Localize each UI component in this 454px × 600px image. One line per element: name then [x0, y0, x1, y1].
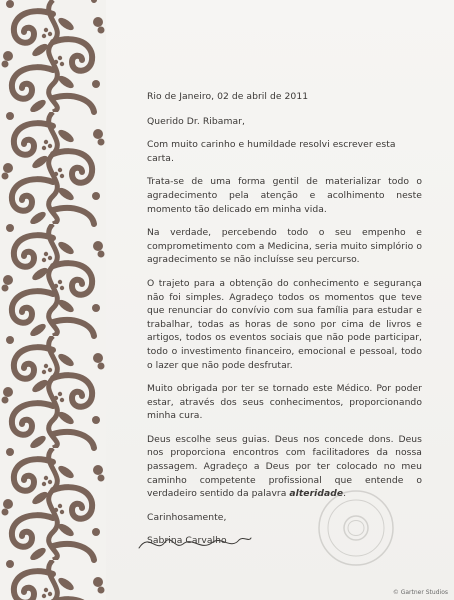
- embossed-seal-icon: [316, 488, 396, 568]
- damask-ornament-icon: [0, 0, 106, 600]
- signature: [147, 534, 227, 548]
- paragraph-5: Muito obrigada por ter se tornado este Médico. Por poder estar, através dos seus conhecimentos, proporcionando minha cura.: [147, 383, 422, 422]
- paragraph-2: Trata-se de uma forma gentil de materializar todo o agradecimento pela atenção e acolhimento neste momento tão delicado em minha vida.: [147, 176, 422, 215]
- paragraph-3: Na verdade, percebendo todo o seu empenho e comprometimento com a Medicina, seria muito simplório o agradecimento se não incluísse seu percurso.: [147, 227, 422, 266]
- paragraph-6-end: .: [343, 488, 347, 500]
- closing-line: Carinhosamente,: [147, 511, 227, 523]
- handwritten-signature-icon: [135, 528, 255, 558]
- emphasis-word: alteridade: [289, 488, 344, 500]
- letter-date: Rio de Janeiro, 02 de abril de 2011: [147, 91, 309, 102]
- signature-name: Sabrina Carvalho: [147, 535, 227, 547]
- paragraph-4: O trajeto para a obtenção do conhecimento e segurança não foi simples. Agradeço todos os momentos que teve que renunciar do convívio com sua família para estudar e trabalhar, todas as horas de sono por cima de livros e artigos, todos os eventos sociais que não pode participar, todo o investimento financeiro, emocional e pessoal, todo o lazer que não pode desfrutar.: [147, 277, 422, 371]
- letter-body: [147, 90, 422, 548]
- paragraph-6-text: Deus escolhe seus guias. Deus nos concede dons. Deus nos proporciona encontros com facilitadores da nossa passagem. Agradeço a Deus por ter colocado no meu caminho competente profissional que entende o verdadeiro sentido da palavra: [147, 433, 422, 500]
- letter-greeting: Querido Dr. Ribamar,: [147, 115, 245, 127]
- copyright-credit: © Gartner Studios: [392, 589, 448, 596]
- paragraph-1: Com muito carinho e humildade resolvi escrever esta carta.: [147, 139, 396, 164]
- damask-border: [0, 0, 106, 600]
